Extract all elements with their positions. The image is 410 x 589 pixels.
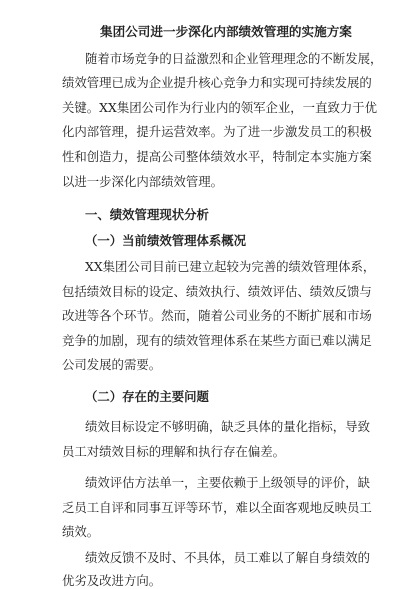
- document-title: 集团公司进一步深化内部绩效管理的实施方案: [100, 24, 352, 39]
- intro-line: 化内部管理，提升运营效率。为了进一步激发员工的积极: [62, 124, 372, 139]
- paragraph-line: 公司发展的需要。: [62, 357, 162, 372]
- paragraph-line: 优劣及改进方向。: [62, 573, 162, 588]
- intro-line: 绩效管理已成为企业提升核心竞争力和实现可持续发展的: [62, 75, 372, 90]
- paragraph-line: 员工对绩效目标的理解和执行存在偏差。: [62, 444, 286, 459]
- intro-line: 随着市场竞争的日益激烈和企业管理理念的不断发展，: [85, 51, 383, 66]
- subsection-heading-1: （一）当前绩效管理体系概况: [85, 233, 247, 248]
- intro-line: 性和创造力，提高公司整体绩效水平，特制定本实施方案: [62, 149, 372, 164]
- paragraph-line: XX集团公司目前已建立起较为完善的绩效管理体系，: [85, 259, 376, 274]
- paragraph-line: 绩效目标设定不够明确，缺乏具体的量化指标，导致: [85, 419, 370, 434]
- paragraph-line: 改进等各个环节。然而，随着公司业务的不断扩展和市场: [62, 308, 372, 323]
- paragraph-line: 竞争的加剧，现有的绩效管理体系在某些方面已难以满足: [62, 333, 372, 348]
- paragraph-line: 绩效评估方法单一，主要依赖于上级领导的评价，缺: [85, 475, 370, 490]
- intro-line: 关键。XX集团公司作为行业内的领军企业，一直致力于优: [62, 100, 378, 115]
- paragraph-line: 包括绩效目标的设定、绩效执行、绩效评估、绩效反馈与: [62, 284, 372, 299]
- section-heading-1: 一、绩效管理现状分析: [85, 207, 209, 222]
- intro-line: 以进一步深化内部绩效管理。: [62, 174, 224, 189]
- subsection-heading-2: （二）存在的主要问题: [85, 389, 209, 404]
- paragraph-line: 乏员工自评和同事互评等环节，难以全面客观地反映员工: [62, 500, 372, 515]
- paragraph-line: 绩效。: [62, 524, 100, 539]
- paragraph-line: 绩效反馈不及时、不具体，员工难以了解自身绩效的: [85, 550, 370, 565]
